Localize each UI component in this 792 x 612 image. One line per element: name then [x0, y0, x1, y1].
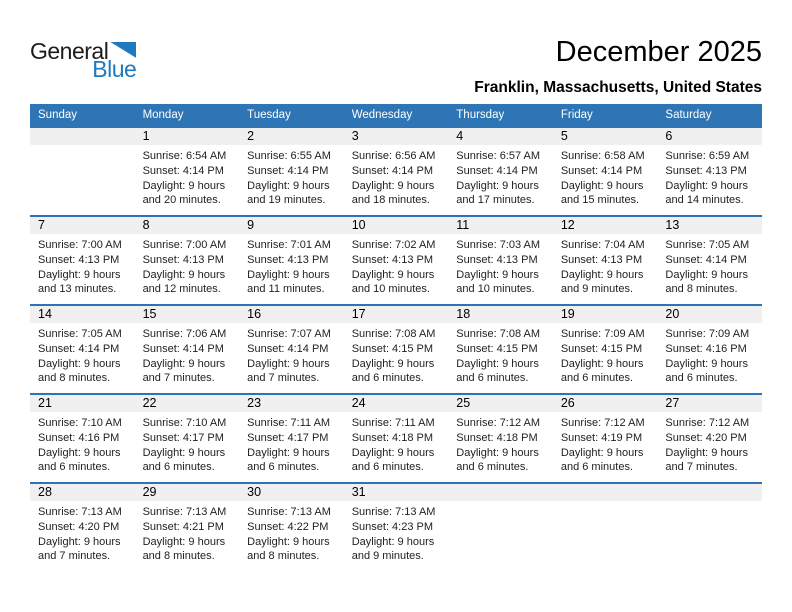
day-details — [553, 234, 658, 297]
day-cell-30 — [239, 484, 344, 571]
day-cell-1 — [135, 128, 240, 215]
day-cell-empty — [448, 484, 553, 571]
daylight-text-line1: Daylight: 9 hours — [247, 179, 330, 192]
day-cell-19 — [553, 306, 658, 393]
weekday-header-friday: Friday — [560, 109, 593, 121]
day-cell-17 — [344, 306, 449, 393]
day-cell-25 — [448, 395, 553, 482]
day-cell-27 — [657, 395, 762, 482]
logo-text-blue: Blue — [92, 56, 137, 82]
day-number — [448, 484, 553, 501]
day-details — [448, 412, 553, 475]
day-details — [30, 412, 135, 475]
daylight-text-line2: and 6 minutes. — [665, 372, 738, 385]
sunset-text: Sunset: 4:13 PM — [456, 253, 538, 266]
daylight-text-line1: Daylight: 9 hours — [142, 179, 226, 192]
daylight-text-line2: and 6 minutes. — [560, 461, 633, 474]
daylight-text-line2: and 15 minutes. — [560, 194, 640, 207]
day-number: 5 — [553, 128, 658, 145]
day-number: 11 — [448, 217, 553, 234]
daylight-text-line1: Daylight: 9 hours — [665, 179, 748, 192]
day-number: 22 — [135, 395, 240, 412]
day-cell-empty — [657, 484, 762, 571]
day-details — [657, 145, 762, 208]
daylight-text-line2: and 6 minutes. — [456, 372, 529, 385]
weekday-header-row — [30, 104, 762, 126]
daylight-text-line2: and 7 minutes. — [665, 461, 738, 474]
week-row — [30, 304, 762, 393]
day-number: 30 — [239, 484, 344, 501]
sunrise-text: Sunrise: 7:05 AM — [38, 328, 122, 340]
day-cell-10 — [344, 217, 449, 304]
sunrise-text: Sunrise: 6:54 AM — [142, 150, 227, 162]
sunset-text: Sunset: 4:16 PM — [38, 431, 120, 444]
daylight-text-line1: Daylight: 9 hours — [665, 268, 748, 281]
sunset-text: Sunset: 4:14 PM — [247, 164, 329, 177]
day-details — [239, 145, 344, 208]
day-number: 21 — [30, 395, 135, 412]
title-block — [474, 36, 762, 97]
sunset-text: Sunset: 4:14 PM — [665, 253, 747, 266]
day-details — [135, 412, 240, 475]
day-details — [30, 145, 135, 149]
daylight-text-line2: and 11 minutes. — [247, 283, 325, 296]
daylight-text-line2: and 12 minutes. — [142, 283, 221, 296]
page-subtitle: Franklin, Massachusetts, United States — [474, 79, 762, 97]
day-cell-29 — [135, 484, 240, 571]
page-title: December 2025 — [555, 36, 762, 68]
daylight-text-line1: Daylight: 9 hours — [456, 446, 539, 459]
day-details — [344, 412, 449, 475]
weekday-header-sunday: Sunday — [38, 109, 78, 121]
day-details — [135, 145, 240, 208]
sunrise-text: Sunrise: 7:07 AM — [247, 328, 331, 340]
sunrise-text: Sunrise: 7:01 AM — [247, 239, 331, 251]
day-number — [30, 128, 135, 145]
sunrise-text: Sunrise: 7:13 AM — [247, 506, 331, 518]
daylight-text-line1: Daylight: 9 hours — [351, 268, 435, 281]
daylight-text-line2: and 6 minutes. — [351, 372, 424, 385]
day-cell-12 — [553, 217, 658, 304]
daylight-text-line2: and 10 minutes. — [351, 283, 430, 296]
day-cell-28 — [30, 484, 135, 571]
daylight-text-line2: and 8 minutes. — [665, 283, 738, 296]
sunset-text: Sunset: 4:13 PM — [142, 253, 224, 266]
sunset-text: Sunset: 4:20 PM — [665, 431, 747, 444]
day-number: 10 — [344, 217, 449, 234]
sunset-text: Sunset: 4:14 PM — [560, 164, 643, 177]
daylight-text-line1: Daylight: 9 hours — [142, 357, 226, 370]
sunset-text: Sunset: 4:17 PM — [247, 431, 329, 444]
daylight-text-line2: and 14 minutes. — [665, 194, 744, 207]
daylight-text-line1: Daylight: 9 hours — [351, 179, 435, 192]
daylight-text-line1: Daylight: 9 hours — [351, 535, 435, 548]
day-details — [239, 234, 344, 297]
sunrise-text: Sunrise: 7:04 AM — [560, 239, 645, 251]
day-number: 18 — [448, 306, 553, 323]
daylight-text-line1: Daylight: 9 hours — [560, 179, 644, 192]
week-row — [30, 393, 762, 482]
weekday-header-tuesday: Tuesday — [247, 109, 291, 121]
day-cell-6 — [657, 128, 762, 215]
daylight-text-line2: and 6 minutes. — [38, 461, 111, 474]
day-cell-16 — [239, 306, 344, 393]
day-number — [553, 484, 658, 501]
day-number: 9 — [239, 217, 344, 234]
daylight-text-line2: and 10 minutes. — [456, 283, 535, 296]
day-cell-9 — [239, 217, 344, 304]
day-number: 8 — [135, 217, 240, 234]
daylight-text-line2: and 6 minutes. — [456, 461, 529, 474]
weekday-header-monday: Monday — [142, 109, 184, 121]
day-cell-4 — [448, 128, 553, 215]
daylight-text-line2: and 9 minutes. — [351, 550, 424, 563]
daylight-text-line1: Daylight: 9 hours — [38, 535, 121, 548]
sunset-text: Sunset: 4:19 PM — [560, 431, 643, 444]
sunrise-text: Sunrise: 7:13 AM — [38, 506, 122, 518]
day-details — [553, 323, 658, 386]
daylight-text-line1: Daylight: 9 hours — [247, 357, 330, 370]
sunset-text: Sunset: 4:20 PM — [38, 520, 120, 533]
sunset-text: Sunset: 4:15 PM — [560, 342, 643, 355]
day-details — [30, 234, 135, 297]
day-details — [657, 323, 762, 386]
day-cell-26 — [553, 395, 658, 482]
day-details — [135, 501, 240, 564]
calendar — [30, 104, 762, 571]
day-number: 26 — [553, 395, 658, 412]
sunrise-text: Sunrise: 7:08 AM — [351, 328, 436, 340]
sunrise-text: Sunrise: 7:00 AM — [142, 239, 227, 251]
logo-text-general: General — [30, 38, 109, 64]
sunrise-text: Sunrise: 7:00 AM — [38, 239, 122, 251]
daylight-text-line1: Daylight: 9 hours — [665, 446, 748, 459]
sunrise-text: Sunrise: 7:02 AM — [351, 239, 436, 251]
sunset-text: Sunset: 4:15 PM — [351, 342, 434, 355]
sunset-text: Sunset: 4:14 PM — [247, 342, 329, 355]
daylight-text-line2: and 6 minutes. — [142, 461, 215, 474]
day-details — [448, 145, 553, 208]
day-cell-2 — [239, 128, 344, 215]
daylight-text-line2: and 7 minutes. — [38, 550, 111, 563]
daylight-text-line2: and 7 minutes. — [247, 372, 320, 385]
daylight-text-line2: and 13 minutes. — [38, 283, 117, 296]
day-details — [553, 501, 658, 505]
day-details — [657, 412, 762, 475]
page-header — [30, 0, 762, 104]
week-row — [30, 215, 762, 304]
daylight-text-line1: Daylight: 9 hours — [38, 268, 121, 281]
sunset-text: Sunset: 4:14 PM — [142, 164, 224, 177]
sunrise-text: Sunrise: 6:57 AM — [456, 150, 541, 162]
daylight-text-line1: Daylight: 9 hours — [456, 268, 539, 281]
daylight-text-line1: Daylight: 9 hours — [351, 357, 435, 370]
sunset-text: Sunset: 4:17 PM — [142, 431, 224, 444]
daylight-text-line1: Daylight: 9 hours — [142, 268, 226, 281]
day-number: 2 — [239, 128, 344, 145]
day-cell-3 — [344, 128, 449, 215]
sunrise-text: Sunrise: 7:08 AM — [456, 328, 541, 340]
day-cell-5 — [553, 128, 658, 215]
sunset-text: Sunset: 4:14 PM — [351, 164, 434, 177]
day-details — [344, 501, 449, 564]
daylight-text-line2: and 7 minutes. — [142, 372, 215, 385]
day-details — [239, 412, 344, 475]
day-number: 20 — [657, 306, 762, 323]
daylight-text-line2: and 19 minutes. — [247, 194, 326, 207]
day-details — [344, 323, 449, 386]
day-number: 7 — [30, 217, 135, 234]
day-number — [657, 484, 762, 501]
daylight-text-line2: and 20 minutes. — [142, 194, 221, 207]
sunset-text: Sunset: 4:22 PM — [247, 520, 329, 533]
sunrise-text: Sunrise: 7:12 AM — [456, 417, 541, 429]
day-cell-empty — [553, 484, 658, 571]
week-row — [30, 126, 762, 215]
sunrise-text: Sunrise: 7:09 AM — [560, 328, 645, 340]
day-details — [448, 501, 553, 505]
day-number: 17 — [344, 306, 449, 323]
sunset-text: Sunset: 4:15 PM — [456, 342, 538, 355]
day-details — [239, 323, 344, 386]
day-details — [553, 412, 658, 475]
day-details — [657, 234, 762, 297]
day-number: 14 — [30, 306, 135, 323]
daylight-text-line1: Daylight: 9 hours — [560, 268, 644, 281]
day-cell-24 — [344, 395, 449, 482]
day-cell-18 — [448, 306, 553, 393]
daylight-text-line2: and 18 minutes. — [351, 194, 430, 207]
day-details — [448, 323, 553, 386]
sunrise-text: Sunrise: 7:09 AM — [665, 328, 750, 340]
week-row — [30, 482, 762, 571]
day-number: 16 — [239, 306, 344, 323]
day-cell-14 — [30, 306, 135, 393]
day-cell-22 — [135, 395, 240, 482]
day-number: 12 — [553, 217, 658, 234]
sunset-text: Sunset: 4:23 PM — [351, 520, 434, 533]
daylight-text-line2: and 8 minutes. — [142, 550, 215, 563]
sunrise-text: Sunrise: 7:12 AM — [560, 417, 645, 429]
day-cell-20 — [657, 306, 762, 393]
sunrise-text: Sunrise: 7:05 AM — [665, 239, 750, 251]
sunrise-text: Sunrise: 6:58 AM — [560, 150, 645, 162]
sunset-text: Sunset: 4:13 PM — [665, 164, 747, 177]
day-details — [239, 501, 344, 564]
sunrise-text: Sunrise: 7:06 AM — [142, 328, 227, 340]
sunrise-text: Sunrise: 7:03 AM — [456, 239, 541, 251]
day-cell-15 — [135, 306, 240, 393]
sunset-text: Sunset: 4:18 PM — [351, 431, 434, 444]
day-number: 15 — [135, 306, 240, 323]
day-details — [135, 323, 240, 386]
day-number: 23 — [239, 395, 344, 412]
daylight-text-line1: Daylight: 9 hours — [665, 357, 748, 370]
day-cell-empty — [30, 128, 135, 215]
sunset-text: Sunset: 4:14 PM — [456, 164, 538, 177]
daylight-text-line2: and 8 minutes. — [247, 550, 320, 563]
daylight-text-line1: Daylight: 9 hours — [560, 446, 644, 459]
daylight-text-line1: Daylight: 9 hours — [247, 446, 330, 459]
day-number: 31 — [344, 484, 449, 501]
sunset-text: Sunset: 4:13 PM — [351, 253, 434, 266]
daylight-text-line2: and 8 minutes. — [38, 372, 111, 385]
daylight-text-line1: Daylight: 9 hours — [560, 357, 644, 370]
day-cell-23 — [239, 395, 344, 482]
calendar-weeks — [30, 126, 762, 571]
sunset-text: Sunset: 4:21 PM — [142, 520, 224, 533]
daylight-text-line2: and 9 minutes. — [560, 283, 633, 296]
weekday-header-thursday: Thursday — [456, 109, 505, 121]
sunrise-text: Sunrise: 7:13 AM — [142, 506, 227, 518]
sunrise-text: Sunrise: 7:11 AM — [351, 417, 435, 429]
weekday-header-saturday: Saturday — [665, 109, 712, 121]
day-number: 28 — [30, 484, 135, 501]
day-details — [30, 323, 135, 386]
sunset-text: Sunset: 4:13 PM — [560, 253, 643, 266]
day-details — [448, 234, 553, 297]
day-cell-8 — [135, 217, 240, 304]
sunrise-text: Sunrise: 6:55 AM — [247, 150, 331, 162]
day-number: 13 — [657, 217, 762, 234]
daylight-text-line1: Daylight: 9 hours — [38, 446, 121, 459]
weekday-header-wednesday: Wednesday — [351, 109, 413, 121]
sunset-text: Sunset: 4:14 PM — [142, 342, 224, 355]
day-cell-21 — [30, 395, 135, 482]
day-number: 1 — [135, 128, 240, 145]
sunrise-text: Sunrise: 7:11 AM — [247, 417, 331, 429]
day-number: 24 — [344, 395, 449, 412]
sunrise-text: Sunrise: 7:10 AM — [38, 417, 122, 429]
day-number: 27 — [657, 395, 762, 412]
daylight-text-line1: Daylight: 9 hours — [142, 535, 226, 548]
sunset-text: Sunset: 4:14 PM — [38, 342, 120, 355]
day-details — [553, 145, 658, 208]
day-details — [30, 501, 135, 564]
sunrise-text: Sunrise: 7:10 AM — [142, 417, 227, 429]
daylight-text-line1: Daylight: 9 hours — [142, 446, 226, 459]
sunset-text: Sunset: 4:13 PM — [247, 253, 329, 266]
daylight-text-line2: and 6 minutes. — [560, 372, 633, 385]
day-number: 29 — [135, 484, 240, 501]
day-number: 25 — [448, 395, 553, 412]
daylight-text-line2: and 6 minutes. — [351, 461, 424, 474]
sunset-text: Sunset: 4:16 PM — [665, 342, 747, 355]
daylight-text-line2: and 17 minutes. — [456, 194, 535, 207]
daylight-text-line1: Daylight: 9 hours — [351, 446, 435, 459]
daylight-text-line1: Daylight: 9 hours — [456, 179, 539, 192]
day-number: 3 — [344, 128, 449, 145]
sunrise-text: Sunrise: 6:56 AM — [351, 150, 436, 162]
day-details — [344, 145, 449, 208]
day-cell-7 — [30, 217, 135, 304]
daylight-text-line1: Daylight: 9 hours — [38, 357, 121, 370]
daylight-text-line1: Daylight: 9 hours — [247, 268, 330, 281]
sunrise-text: Sunrise: 7:12 AM — [665, 417, 750, 429]
daylight-text-line2: and 6 minutes. — [247, 461, 320, 474]
day-details — [657, 501, 762, 505]
sunrise-text: Sunrise: 7:13 AM — [351, 506, 436, 518]
day-cell-11 — [448, 217, 553, 304]
daylight-text-line1: Daylight: 9 hours — [247, 535, 330, 548]
day-number: 4 — [448, 128, 553, 145]
day-cell-13 — [657, 217, 762, 304]
daylight-text-line1: Daylight: 9 hours — [456, 357, 539, 370]
general-blue-logo — [30, 40, 136, 81]
sunset-text: Sunset: 4:18 PM — [456, 431, 538, 444]
day-details — [135, 234, 240, 297]
day-number: 6 — [657, 128, 762, 145]
sunrise-text: Sunrise: 6:59 AM — [665, 150, 750, 162]
sunset-text: Sunset: 4:13 PM — [38, 253, 120, 266]
day-details — [344, 234, 449, 297]
day-number: 19 — [553, 306, 658, 323]
day-cell-31 — [344, 484, 449, 571]
